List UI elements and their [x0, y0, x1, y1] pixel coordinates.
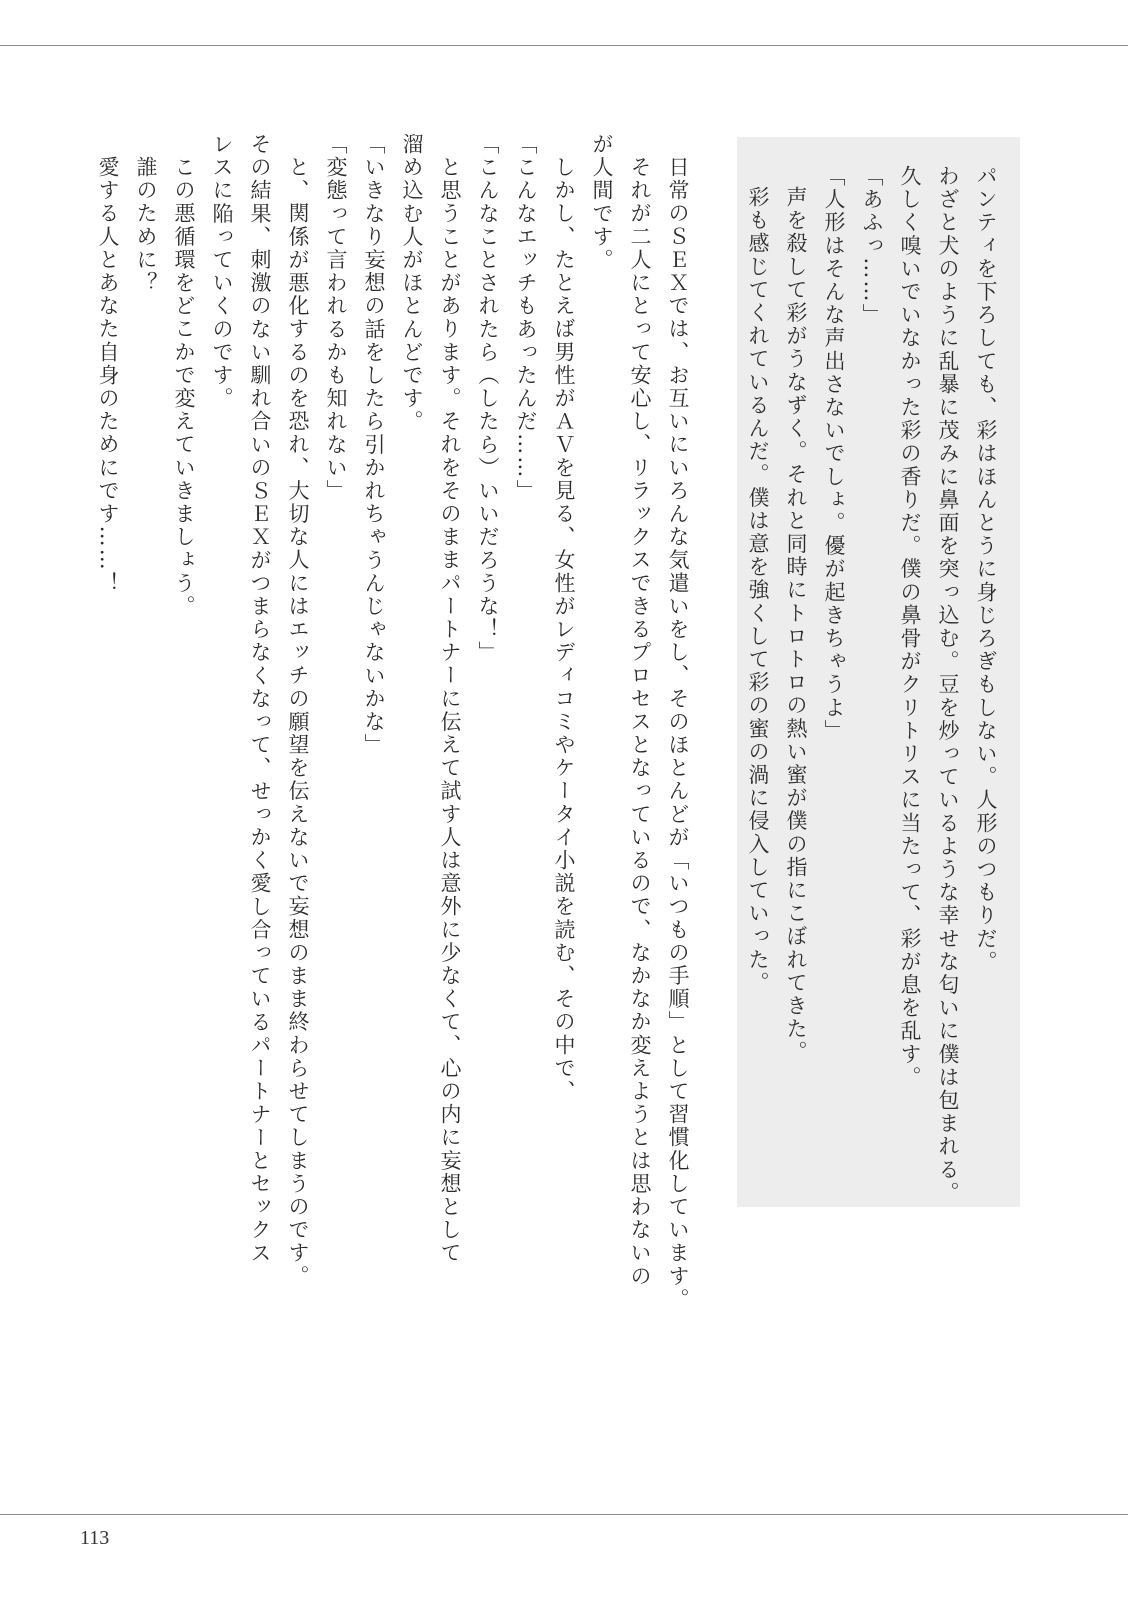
body-line: 愛する人とあなた自身のためにです……！ [96, 156, 120, 595]
excerpt-line: 久しく嗅いでいなかった彩の香りだ。僕の鼻骨がクリトリスに当たって、彩が息を乱す。 [898, 165, 922, 1089]
body-line: この悪循環をどこかで変えていきましょう。 [172, 156, 196, 618]
body-line: が人間です。 [590, 133, 614, 272]
body-line: 「こんなエッチもあったんだ……」 [514, 133, 538, 503]
body-line: 「こんなことされたら（したら）いいだろうな！」 [476, 133, 500, 665]
excerpt-line: わざと犬のように乱暴に茂みに鼻面を突っ込む。豆を炒っているような幸せな匂いに僕は包まれる。 [936, 165, 960, 1205]
body-line: と思うことがあります。それをそのままパートナーに伝えて試す人は意外に少なくて、心の内に妄想として [438, 156, 462, 1265]
excerpt-line: パンティを下ろしても、彩はほんとうに身じろぎもしない。人形のつもりだ。 [974, 165, 998, 974]
footer-rule [0, 1514, 1128, 1515]
body-line: レスに陥っていくのです。 [210, 133, 234, 411]
body-line: 「いきなり妄想の話をしたら引かれちゃうんじゃないかな」 [362, 133, 386, 757]
body-line: と、関係が悪化するのを恐れ、大切な人にはエッチの願望を伝えないで妄想のまま終わらせてしまうのです。 [286, 156, 310, 1288]
body-line: それが二人にとって安心し、リラックスできるプロセスとなっているので、なかなか変えようとは思わないの [628, 156, 652, 1288]
excerpt-line: 声を殺して彩がうなずく。それと同時にトロトロの熱い蜜が僕の指にこぼれてきた。 [784, 186, 808, 1064]
body-line: その結果、刺激のない馴れ合いのＳＥＸがつまらなくなって、せっかく愛し合っているパートナーとセックス [248, 133, 272, 1265]
excerpt-line: 彩も感じてくれているんだ。僕は意を強くして彩の蜜の渦に侵入していった。 [746, 186, 770, 995]
body-line: 溜め込む人がほとんどです。 [400, 133, 424, 434]
body-line: 日常のＳＥＸでは、お互いにいろんな気遣いをし、そのほとんどが「いつもの手順」として習慣化しています。 [666, 156, 690, 1311]
excerpt-line: 「人形はそんな声出さないでしょ。優が起きちゃうよ」 [822, 165, 846, 743]
body-line: しかし、たとえば男性がＡＶを見る、女性がレディコミやケータイ小説を読む、その中で、 [552, 156, 576, 1104]
header-rule [0, 45, 1128, 46]
excerpt-line: 「あふっ……」 [860, 165, 884, 327]
body-line: 誰のために？ [134, 156, 158, 295]
page-number: 113 [80, 1527, 110, 1549]
body-line: 「変態って言われるかも知れない」 [324, 133, 348, 503]
